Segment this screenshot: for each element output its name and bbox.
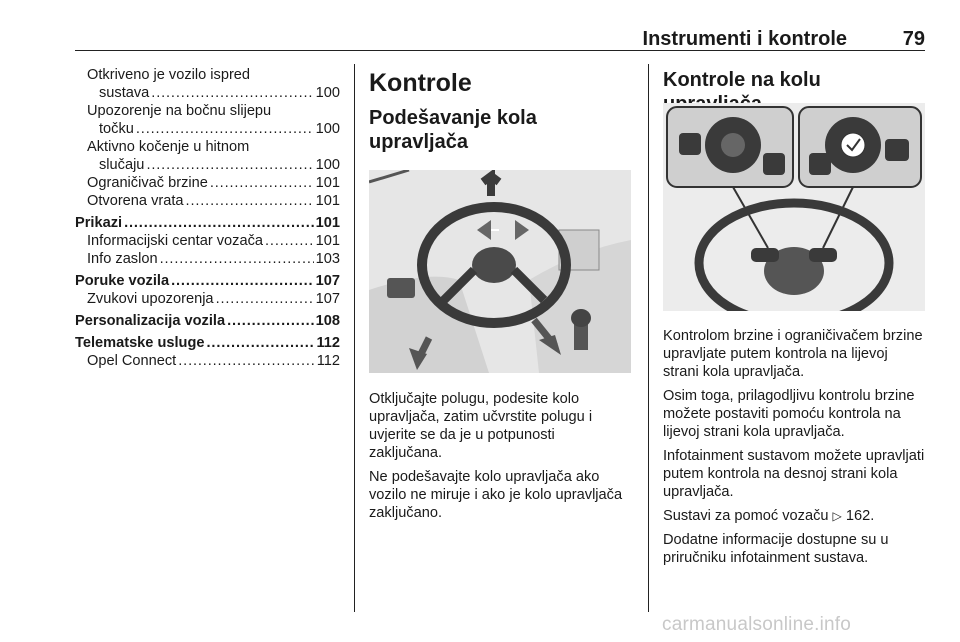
header-rule [75,50,925,51]
steering-controls-text [663,327,925,573]
toc-entry-text: Poruke vozila [75,273,170,289]
toc-entry-text: Aktivno kočenje u hitnom [87,139,250,155]
toc-entry-page: 108 [315,313,340,329]
toc-entry-text: Zvukovi upozorenja [87,291,214,307]
toc-entry-page: 107 [315,291,340,307]
ref-text: Sustavi za pomoć vozaču [663,508,829,524]
watermark: carmanualsonline.info [662,614,852,635]
cross-reference[interactable] [663,507,925,525]
table-of-contents [75,66,340,370]
column-divider-left [354,64,355,612]
toc-entry-page: 107 [315,273,340,289]
toc-leader-dots [146,156,313,174]
paragraph: Infotainment sustavom možete upravljati putem kontrola na desnoj strani kola upravljača. [663,448,925,500]
section-heading: Kontrole [369,69,472,97]
toc-entry-page: 101 [315,233,340,249]
toc-entry-text: Otkriveno je vozilo ispred [87,67,251,83]
toc-leader-dots [151,84,313,102]
toc-leader-dots [210,174,314,192]
toc-entry-text: točku [99,121,134,137]
page-header [75,28,925,52]
toc-entry[interactable] [75,334,340,352]
section-heading: Kontrole na kolu [663,69,821,91]
toc-leader-dots [136,120,314,138]
toc-leader-dots [171,272,314,290]
reference-arrow-icon: ▷ [832,509,842,523]
toc-entry[interactable] [75,174,340,192]
toc-entry-page: 101 [315,193,340,209]
toc-entry[interactable] [75,138,340,174]
toc-entry-page: 100 [315,157,340,173]
toc-entry[interactable] [75,192,340,210]
paragraph: Ne podešavajte kolo upravljača ako vozilo ne miruje i ako je kolo upravljača zaključano. [369,469,623,521]
toc-entry[interactable] [75,214,340,232]
column-divider-right [648,64,649,612]
toc-entry-text: Otvorena vrata [87,193,184,209]
paragraph: Otključajte polugu, podesite kolo upravljača, zatim učvrstite polugu i uvjerite se da je u potpunosti zaključana. [369,391,593,461]
steering-adjust-text [369,390,631,528]
toc-entry-text: Prikazi [75,215,123,231]
toc-entry-page: 103 [315,251,340,267]
column-steering-adjust [369,68,631,154]
toc-entry-page: 112 [316,335,340,351]
toc-leader-dots [124,214,314,232]
toc-entry-text: Personalizacija vozila [75,313,226,329]
toc-entry-text: Informacijski centar vozača [87,233,264,249]
toc-entry-page: 100 [315,121,340,137]
toc-entry-page: 100 [315,85,340,101]
toc-entry-page: 101 [315,175,340,191]
toc-entry[interactable] [75,272,340,290]
paragraph: Kontrolom brzine i ograničivačem brzine upravljate putem kontrola na lijevoj strani kola upravljača. [663,328,923,380]
toc-entry-text: Upozorenje na bočnu slijepu [87,103,272,119]
page-number: 79 [902,28,925,50]
paragraph: Dodatne informacije dostupne su u priručniku infotainment sustava. [663,532,889,566]
toc-entry[interactable] [75,290,340,308]
toc-entry[interactable] [75,232,340,250]
toc-entry-text: Opel Connect [87,353,177,369]
header-title: Instrumenti i kontrole [642,28,847,50]
toc-entry[interactable] [75,352,340,370]
toc-entry[interactable] [75,66,340,102]
toc-leader-dots [216,290,314,308]
steering-controls-illustration [663,103,925,311]
toc-leader-dots [186,192,314,210]
toc-entry[interactable] [75,250,340,268]
toc-leader-dots [207,334,315,352]
toc-entry-text: Info zaslon [87,251,158,267]
toc-leader-dots [178,352,314,370]
toc-entry-text: sustava [99,85,150,101]
toc-leader-dots [160,250,314,268]
toc-entry-text: Telematske usluge [75,335,205,351]
subsection-heading: Podešavanje kola upravljača [369,107,537,153]
toc-entry-text: Ograničivač brzine [87,175,208,191]
toc-entry-text: slučaju [99,157,145,173]
toc-entry-page: 112 [316,353,340,369]
paragraph: Osim toga, prilagodljivu kontrolu brzine možete postaviti pomoću kontrola na lijevoj strani kola upravljača. [663,388,915,440]
steering-adjust-illustration [369,170,631,373]
ref-page: 162. [845,508,875,524]
toc-leader-dots [265,232,314,250]
toc-entry-page: 101 [315,215,340,231]
toc-entry[interactable] [75,102,340,138]
toc-leader-dots [227,312,314,330]
toc-entry[interactable] [75,312,340,330]
